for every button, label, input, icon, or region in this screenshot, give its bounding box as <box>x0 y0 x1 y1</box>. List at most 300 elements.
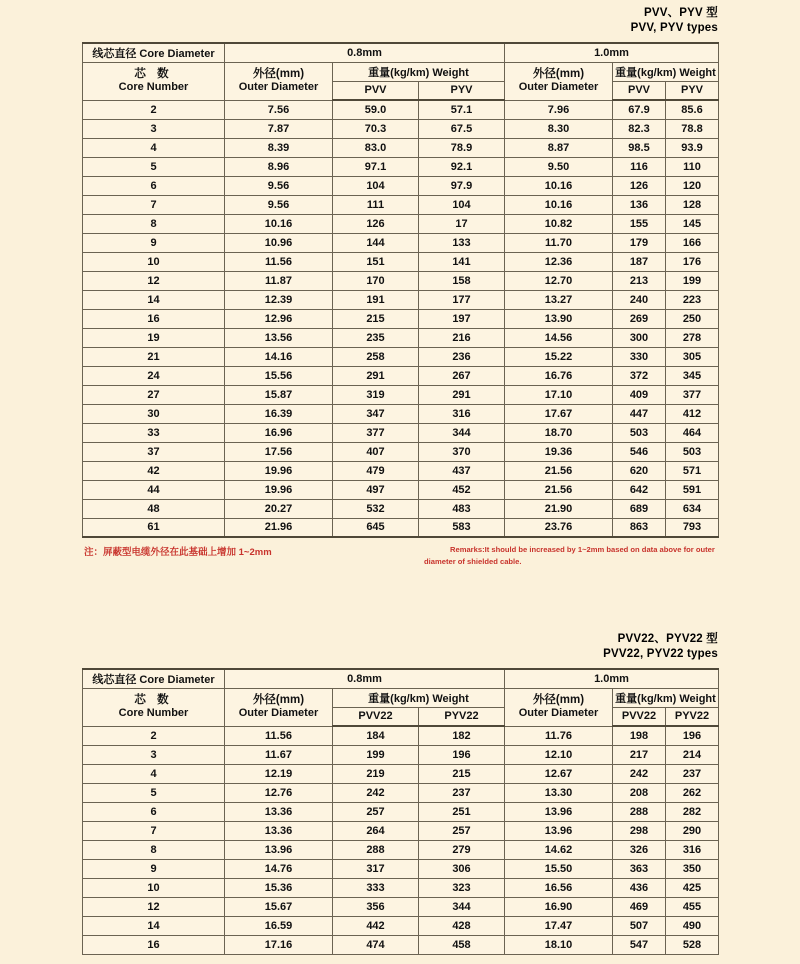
cell-outer-diameter-1-0: 17.47 <box>505 916 613 935</box>
cell-outer-diameter-1-0: 14.62 <box>505 840 613 859</box>
cell-weight-a-1-0: 136 <box>613 195 666 214</box>
cell-outer-diameter-0-8: 13.36 <box>225 802 333 821</box>
cell-weight-b-0-8: 279 <box>419 840 505 859</box>
cell-outer-diameter-1-0: 13.96 <box>505 802 613 821</box>
cell-weight-a-0-8: 356 <box>333 897 419 916</box>
cell-weight-b-0-8: 17 <box>419 214 505 233</box>
table-row <box>83 233 719 252</box>
cell-outer-diameter-0-8: 17.16 <box>225 935 333 954</box>
cell-weight-a-0-8: 151 <box>333 252 419 271</box>
cell-weight-b-1-0: 571 <box>666 461 719 480</box>
cell-core-number: 42 <box>83 461 225 480</box>
spec-table-pvv22-pyv22-body <box>83 726 719 954</box>
header-core-number <box>83 62 225 100</box>
header2-weight-col-pyv22-1-0: PYV22 <box>666 707 719 726</box>
cell-outer-diameter-0-8: 7.87 <box>225 119 333 138</box>
section-1-table-wrap <box>0 42 800 538</box>
cell-outer-diameter-0-8: 12.39 <box>225 290 333 309</box>
cell-weight-a-0-8: 442 <box>333 916 419 935</box>
cell-outer-diameter-1-0: 16.90 <box>505 897 613 916</box>
cell-outer-diameter-1-0: 19.36 <box>505 442 613 461</box>
cell-core-number: 3 <box>83 119 225 138</box>
header2-group-0-8mm: 0.8mm <box>225 669 505 688</box>
cell-weight-b-1-0: 262 <box>666 783 719 802</box>
cell-weight-a-1-0: 288 <box>613 802 666 821</box>
cell-weight-b-1-0: 282 <box>666 802 719 821</box>
cell-outer-diameter-1-0: 21.56 <box>505 480 613 499</box>
cell-weight-a-0-8: 257 <box>333 802 419 821</box>
cell-core-number: 12 <box>83 897 225 916</box>
cell-weight-a-0-8: 191 <box>333 290 419 309</box>
cell-core-number: 12 <box>83 271 225 290</box>
cell-weight-b-1-0: 305 <box>666 347 719 366</box>
header-outer-diameter-en-2: Outer Diameter <box>518 81 599 93</box>
table-row <box>83 119 719 138</box>
cell-weight-b-0-8: 316 <box>419 404 505 423</box>
cell-outer-diameter-1-0: 12.36 <box>505 252 613 271</box>
cell-weight-a-1-0: 240 <box>613 290 666 309</box>
cell-core-number: 7 <box>83 195 225 214</box>
cell-outer-diameter-1-0: 7.96 <box>505 100 613 119</box>
cell-weight-a-0-8: 242 <box>333 783 419 802</box>
cell-outer-diameter-0-8: 11.87 <box>225 271 333 290</box>
cell-outer-diameter-1-0: 11.76 <box>505 726 613 745</box>
cell-weight-a-1-0: 642 <box>613 480 666 499</box>
cell-weight-a-1-0: 503 <box>613 423 666 442</box>
cell-weight-b-0-8: 216 <box>419 328 505 347</box>
cell-weight-a-0-8: 111 <box>333 195 419 214</box>
header-outer-diameter-0-8 <box>225 62 333 100</box>
cell-core-number: 8 <box>83 214 225 233</box>
cell-outer-diameter-0-8: 13.36 <box>225 821 333 840</box>
table-header-row-weight-group <box>83 62 719 81</box>
header-outer-diameter-1-0 <box>505 62 613 100</box>
cell-core-number: 21 <box>83 347 225 366</box>
cell-weight-a-1-0: 82.3 <box>613 119 666 138</box>
cell-core-number: 24 <box>83 366 225 385</box>
cell-weight-b-0-8: 267 <box>419 366 505 385</box>
header2-core-number-en: Core Number <box>118 707 189 719</box>
cell-weight-a-1-0: 300 <box>613 328 666 347</box>
cell-outer-diameter-1-0: 15.50 <box>505 859 613 878</box>
cell-core-number: 10 <box>83 878 225 897</box>
cell-outer-diameter-0-8: 10.16 <box>225 214 333 233</box>
cell-core-number: 37 <box>83 442 225 461</box>
table-row <box>83 100 719 119</box>
cell-weight-a-0-8: 407 <box>333 442 419 461</box>
header-weight-label-0-8: 重量(kg/km) Weight <box>333 62 505 81</box>
cell-outer-diameter-0-8: 19.96 <box>225 461 333 480</box>
table-row <box>83 385 719 404</box>
cell-weight-a-1-0: 179 <box>613 233 666 252</box>
table-row <box>83 214 719 233</box>
header2-core-number <box>83 688 225 726</box>
table-row <box>83 442 719 461</box>
cell-core-number: 4 <box>83 764 225 783</box>
cell-weight-b-1-0: 412 <box>666 404 719 423</box>
cell-outer-diameter-1-0: 10.16 <box>505 176 613 195</box>
cell-weight-b-1-0: 145 <box>666 214 719 233</box>
cell-weight-a-1-0: 863 <box>613 518 666 537</box>
cell-weight-b-1-0: 793 <box>666 518 719 537</box>
cell-weight-a-1-0: 507 <box>613 916 666 935</box>
header2-outer-diameter-cn-1: 外径(mm) <box>252 693 305 706</box>
cell-weight-a-0-8: 317 <box>333 859 419 878</box>
cell-weight-a-0-8: 319 <box>333 385 419 404</box>
cell-weight-b-1-0: 176 <box>666 252 719 271</box>
cell-weight-a-0-8: 347 <box>333 404 419 423</box>
header-weight-col-pyv-1-0: PYV <box>666 81 719 100</box>
section-gap <box>0 584 800 632</box>
cell-weight-a-0-8: 288 <box>333 840 419 859</box>
cell-outer-diameter-0-8: 7.56 <box>225 100 333 119</box>
cell-weight-a-1-0: 126 <box>613 176 666 195</box>
cell-weight-a-0-8: 479 <box>333 461 419 480</box>
cell-outer-diameter-0-8: 14.76 <box>225 859 333 878</box>
cell-weight-a-0-8: 219 <box>333 764 419 783</box>
section-1-heading-cn: PVV、PYV 型 <box>643 7 718 19</box>
table-row <box>83 366 719 385</box>
cell-weight-a-1-0: 67.9 <box>613 100 666 119</box>
table-row <box>83 157 719 176</box>
table-row <box>83 878 719 897</box>
table-row <box>83 840 719 859</box>
header2-outer-diameter-en-1: Outer Diameter <box>238 707 319 719</box>
cell-weight-a-1-0: 469 <box>613 897 666 916</box>
cell-outer-diameter-1-0: 8.87 <box>505 138 613 157</box>
cell-weight-b-0-8: 67.5 <box>419 119 505 138</box>
section-2-heading-cn: PVV22、PYV22 型 <box>617 633 718 645</box>
cell-weight-b-0-8: 182 <box>419 726 505 745</box>
cell-outer-diameter-0-8: 12.76 <box>225 783 333 802</box>
cell-weight-a-1-0: 620 <box>613 461 666 480</box>
table-row <box>83 783 719 802</box>
cell-core-number: 9 <box>83 859 225 878</box>
table-row <box>83 138 719 157</box>
note-english-line1: Remarks:It should be increased by 1~2mm based on data above for outer diameter <box>424 545 715 566</box>
cell-core-number: 2 <box>83 100 225 119</box>
table-row <box>83 404 719 423</box>
cell-weight-b-1-0: 199 <box>666 271 719 290</box>
cell-weight-b-1-0: 214 <box>666 745 719 764</box>
cell-weight-a-1-0: 689 <box>613 499 666 518</box>
cell-weight-a-1-0: 213 <box>613 271 666 290</box>
cell-weight-b-1-0: 93.9 <box>666 138 719 157</box>
cell-weight-a-1-0: 372 <box>613 366 666 385</box>
cell-weight-b-0-8: 370 <box>419 442 505 461</box>
cell-weight-a-0-8: 264 <box>333 821 419 840</box>
cell-weight-b-0-8: 196 <box>419 745 505 764</box>
table-row <box>83 726 719 745</box>
cell-weight-a-1-0: 98.5 <box>613 138 666 157</box>
cell-outer-diameter-1-0: 16.56 <box>505 878 613 897</box>
cell-weight-a-1-0: 409 <box>613 385 666 404</box>
cell-weight-b-1-0: 85.6 <box>666 100 719 119</box>
cell-weight-b-0-8: 133 <box>419 233 505 252</box>
cell-weight-a-0-8: 104 <box>333 176 419 195</box>
note-english <box>424 544 724 567</box>
cell-weight-b-1-0: 316 <box>666 840 719 859</box>
cell-weight-b-1-0: 78.8 <box>666 119 719 138</box>
cell-weight-a-0-8: 59.0 <box>333 100 419 119</box>
cell-outer-diameter-0-8: 10.96 <box>225 233 333 252</box>
header2-outer-diameter-en-2: Outer Diameter <box>518 707 599 719</box>
cell-weight-b-0-8: 452 <box>419 480 505 499</box>
cell-weight-a-1-0: 363 <box>613 859 666 878</box>
cell-core-number: 16 <box>83 309 225 328</box>
header2-outer-diameter-1-0 <box>505 688 613 726</box>
cell-weight-a-0-8: 258 <box>333 347 419 366</box>
cell-weight-b-0-8: 92.1 <box>419 157 505 176</box>
cell-core-number: 44 <box>83 480 225 499</box>
cell-core-number: 48 <box>83 499 225 518</box>
header-weight-col-pvv-0-8: PVV <box>333 81 419 100</box>
cell-core-number: 14 <box>83 916 225 935</box>
cell-weight-b-1-0: 290 <box>666 821 719 840</box>
cell-weight-b-0-8: 291 <box>419 385 505 404</box>
cell-weight-a-1-0: 326 <box>613 840 666 859</box>
cell-core-number: 4 <box>83 138 225 157</box>
table-row <box>83 821 719 840</box>
section-1-heading-en: PVV, PYV types <box>630 22 718 34</box>
cell-weight-b-0-8: 437 <box>419 461 505 480</box>
cell-outer-diameter-1-0: 17.67 <box>505 404 613 423</box>
cell-weight-a-0-8: 645 <box>333 518 419 537</box>
cell-core-number: 14 <box>83 290 225 309</box>
cell-outer-diameter-1-0: 12.10 <box>505 745 613 764</box>
cell-weight-b-1-0: 166 <box>666 233 719 252</box>
cell-outer-diameter-1-0: 15.22 <box>505 347 613 366</box>
header2-weight-col-pvv22-1-0: PVV22 <box>613 707 666 726</box>
cell-weight-b-0-8: 458 <box>419 935 505 954</box>
cell-weight-b-1-0: 237 <box>666 764 719 783</box>
cell-outer-diameter-0-8: 8.39 <box>225 138 333 157</box>
section-2-heading-en: PVV22, PYV22 types <box>603 648 718 660</box>
cell-outer-diameter-0-8: 15.87 <box>225 385 333 404</box>
cell-weight-a-0-8: 199 <box>333 745 419 764</box>
header-core-diameter-label: 线芯直径 Core Diameter <box>83 43 225 62</box>
cell-outer-diameter-0-8: 15.67 <box>225 897 333 916</box>
cell-outer-diameter-0-8: 17.56 <box>225 442 333 461</box>
cell-weight-a-0-8: 532 <box>333 499 419 518</box>
cell-outer-diameter-0-8: 12.96 <box>225 309 333 328</box>
cell-outer-diameter-1-0: 12.67 <box>505 764 613 783</box>
spec-table-pvv22-pyv22 <box>82 668 719 955</box>
header-core-number-cn: 芯 数 <box>134 67 173 80</box>
cell-weight-a-1-0: 298 <box>613 821 666 840</box>
cell-weight-b-1-0: 250 <box>666 309 719 328</box>
cell-core-number: 61 <box>83 518 225 537</box>
header-group-1-0mm: 1.0mm <box>505 43 719 62</box>
table-row <box>83 290 719 309</box>
header-outer-diameter-cn-1: 外径(mm) <box>252 67 305 80</box>
cell-outer-diameter-0-8: 15.36 <box>225 878 333 897</box>
cell-weight-b-0-8: 78.9 <box>419 138 505 157</box>
table-header-row-diameter <box>83 43 719 62</box>
header2-core-number-cn: 芯 数 <box>134 693 173 706</box>
cell-core-number: 5 <box>83 157 225 176</box>
table-row <box>83 859 719 878</box>
cell-core-number: 10 <box>83 252 225 271</box>
cell-weight-b-1-0: 350 <box>666 859 719 878</box>
table-row <box>83 423 719 442</box>
cell-outer-diameter-0-8: 8.96 <box>225 157 333 176</box>
cell-weight-b-0-8: 251 <box>419 802 505 821</box>
section-2-type-heading <box>0 632 800 662</box>
cell-outer-diameter-0-8: 16.59 <box>225 916 333 935</box>
cell-weight-a-1-0: 546 <box>613 442 666 461</box>
cell-weight-b-1-0: 591 <box>666 480 719 499</box>
header-group-0-8mm: 0.8mm <box>225 43 505 62</box>
cell-core-number: 9 <box>83 233 225 252</box>
cell-weight-a-1-0: 447 <box>613 404 666 423</box>
cell-weight-a-1-0: 330 <box>613 347 666 366</box>
cell-weight-a-0-8: 377 <box>333 423 419 442</box>
cell-weight-b-1-0: 528 <box>666 935 719 954</box>
table-row <box>83 271 719 290</box>
table-row <box>83 518 719 537</box>
cell-weight-b-1-0: 128 <box>666 195 719 214</box>
cell-outer-diameter-0-8: 16.39 <box>225 404 333 423</box>
cell-weight-b-0-8: 97.9 <box>419 176 505 195</box>
header2-weight-col-pyv22-0-8: PYV22 <box>419 707 505 726</box>
cell-outer-diameter-0-8: 12.19 <box>225 764 333 783</box>
cell-weight-b-0-8: 344 <box>419 897 505 916</box>
cell-weight-a-1-0: 116 <box>613 157 666 176</box>
cell-core-number: 6 <box>83 176 225 195</box>
cell-weight-b-0-8: 483 <box>419 499 505 518</box>
cell-weight-b-0-8: 257 <box>419 821 505 840</box>
cell-core-number: 19 <box>83 328 225 347</box>
header-core-number-en: Core Number <box>118 81 189 93</box>
cell-weight-a-0-8: 97.1 <box>333 157 419 176</box>
cell-weight-b-1-0: 278 <box>666 328 719 347</box>
section-2-table-wrap <box>0 668 800 955</box>
cell-weight-b-0-8: 197 <box>419 309 505 328</box>
cell-core-number: 16 <box>83 935 225 954</box>
cell-outer-diameter-1-0: 9.50 <box>505 157 613 176</box>
header2-core-diameter-label: 线芯直径 Core Diameter <box>83 669 225 688</box>
section-1-notes <box>0 538 800 584</box>
cell-outer-diameter-1-0: 21.90 <box>505 499 613 518</box>
header-weight-col-pyv-0-8: PYV <box>419 81 505 100</box>
cell-outer-diameter-0-8: 9.56 <box>225 176 333 195</box>
cell-weight-a-1-0: 436 <box>613 878 666 897</box>
table-row <box>83 328 719 347</box>
cell-weight-a-0-8: 170 <box>333 271 419 290</box>
table2-header-row-weight-group <box>83 688 719 707</box>
cell-weight-b-1-0: 377 <box>666 385 719 404</box>
cell-weight-a-0-8: 83.0 <box>333 138 419 157</box>
cell-outer-diameter-1-0: 11.70 <box>505 233 613 252</box>
cell-weight-a-1-0: 155 <box>613 214 666 233</box>
table-row <box>83 176 719 195</box>
cell-outer-diameter-1-0: 17.10 <box>505 385 613 404</box>
cell-weight-a-0-8: 70.3 <box>333 119 419 138</box>
cell-outer-diameter-1-0: 14.56 <box>505 328 613 347</box>
cell-weight-b-0-8: 177 <box>419 290 505 309</box>
cell-weight-b-0-8: 236 <box>419 347 505 366</box>
table-row <box>83 802 719 821</box>
spec-table-pvv-pyv <box>82 42 719 538</box>
cell-weight-b-0-8: 237 <box>419 783 505 802</box>
cell-outer-diameter-1-0: 10.16 <box>505 195 613 214</box>
header2-group-1-0mm: 1.0mm <box>505 669 719 688</box>
cell-outer-diameter-0-8: 11.56 <box>225 252 333 271</box>
note-chinese: 注：屏蔽型电缆外径在此基础上增加 1~2mm <box>84 547 272 558</box>
cell-outer-diameter-0-8: 11.56 <box>225 726 333 745</box>
cell-weight-a-0-8: 126 <box>333 214 419 233</box>
cell-weight-a-0-8: 215 <box>333 309 419 328</box>
table-row <box>83 897 719 916</box>
cell-weight-a-1-0: 547 <box>613 935 666 954</box>
cell-outer-diameter-1-0: 8.30 <box>505 119 613 138</box>
cell-outer-diameter-0-8: 15.56 <box>225 366 333 385</box>
cell-outer-diameter-0-8: 16.96 <box>225 423 333 442</box>
note-english-line2: of shielded cable. <box>457 556 522 566</box>
cell-outer-diameter-0-8: 14.16 <box>225 347 333 366</box>
cell-outer-diameter-1-0: 13.96 <box>505 821 613 840</box>
cell-weight-a-0-8: 474 <box>333 935 419 954</box>
cell-weight-a-0-8: 291 <box>333 366 419 385</box>
cell-weight-b-0-8: 104 <box>419 195 505 214</box>
cell-weight-a-1-0: 198 <box>613 726 666 745</box>
cell-weight-a-0-8: 184 <box>333 726 419 745</box>
cell-core-number: 2 <box>83 726 225 745</box>
cell-outer-diameter-1-0: 21.56 <box>505 461 613 480</box>
cell-outer-diameter-1-0: 16.76 <box>505 366 613 385</box>
table-row <box>83 252 719 271</box>
cell-core-number: 27 <box>83 385 225 404</box>
cell-outer-diameter-0-8: 13.56 <box>225 328 333 347</box>
cell-outer-diameter-0-8: 11.67 <box>225 745 333 764</box>
cell-weight-b-1-0: 503 <box>666 442 719 461</box>
cell-outer-diameter-0-8: 21.96 <box>225 518 333 537</box>
cell-weight-b-1-0: 455 <box>666 897 719 916</box>
cell-core-number: 3 <box>83 745 225 764</box>
cell-weight-b-0-8: 141 <box>419 252 505 271</box>
cell-weight-a-1-0: 217 <box>613 745 666 764</box>
cell-weight-b-1-0: 425 <box>666 878 719 897</box>
table-row <box>83 461 719 480</box>
table-row <box>83 309 719 328</box>
header2-outer-diameter-cn-2: 外径(mm) <box>532 693 585 706</box>
cell-outer-diameter-1-0: 13.30 <box>505 783 613 802</box>
cell-outer-diameter-1-0: 23.76 <box>505 518 613 537</box>
header2-weight-label-0-8: 重量(kg/km) Weight <box>333 688 505 707</box>
table-row <box>83 764 719 783</box>
cell-weight-b-1-0: 120 <box>666 176 719 195</box>
cell-weight-a-0-8: 333 <box>333 878 419 897</box>
cell-weight-b-0-8: 215 <box>419 764 505 783</box>
cell-weight-b-1-0: 196 <box>666 726 719 745</box>
table-row <box>83 347 719 366</box>
table-row <box>83 499 719 518</box>
cell-outer-diameter-1-0: 12.70 <box>505 271 613 290</box>
cell-weight-b-0-8: 158 <box>419 271 505 290</box>
cell-weight-b-1-0: 464 <box>666 423 719 442</box>
cell-weight-b-0-8: 583 <box>419 518 505 537</box>
header2-weight-col-pvv22-0-8: PVV22 <box>333 707 419 726</box>
cell-outer-diameter-1-0: 13.90 <box>505 309 613 328</box>
cell-weight-b-1-0: 110 <box>666 157 719 176</box>
table-row <box>83 480 719 499</box>
header-weight-col-pvv-1-0: PVV <box>613 81 666 100</box>
table2-header-row-diameter <box>83 669 719 688</box>
cell-weight-b-0-8: 57.1 <box>419 100 505 119</box>
cell-outer-diameter-0-8: 9.56 <box>225 195 333 214</box>
cell-weight-b-0-8: 428 <box>419 916 505 935</box>
